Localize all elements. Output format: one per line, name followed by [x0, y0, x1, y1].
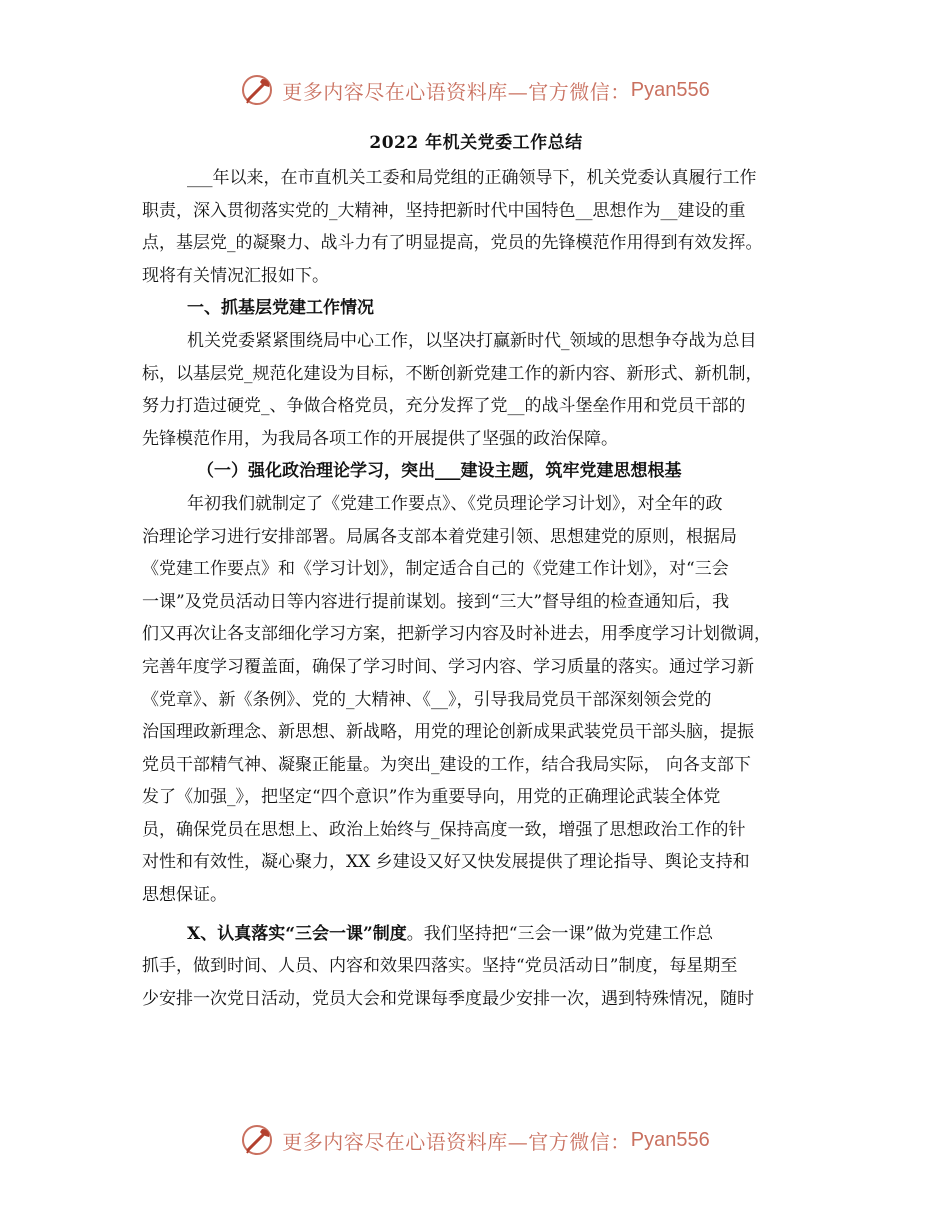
text-line: 员，确保党员在思想上、政治上始终与_保持高度一致，增强了思想政治工作的针: [142, 819, 746, 840]
text-line: 对性和有效性，凝心聚力，XX 乡建设又好又快发展提供了理论指导、舆论支持和: [142, 852, 750, 873]
text-line: 机关党委紧紧围绕局中心工作，以坚决打赢新时代_领域的思想争夺战为总目: [187, 330, 757, 351]
text-line: ___年以来，在市直机关工委和局党组的正确领导下，机关党委认真履行工作: [187, 168, 757, 188]
text-line: 思想保证。: [142, 885, 227, 906]
text-line: 《党章》、新《条例》、党的_大精神、《__》，引导我局党员干部深刻领会党的: [142, 689, 712, 710]
text-line: 现将有关情况汇报如下。: [142, 265, 329, 286]
text-line: 治理论学习进行安排部署。局属各支部本着党建引领、思想建党的原则，根据局: [142, 526, 737, 547]
text-line: 一课”及党员活动日等内容进行提前谋划。接到“三大”督导组的检查通知后，我: [142, 591, 730, 612]
watermark-banner-bottom: [0, 1120, 950, 1160]
document-title: 2022 年机关党委工作总结: [369, 133, 583, 153]
text-line: 努力打造过硬党_、争做合格党员，充分发挥了党__的战斗堡垒作用和党员干部的: [142, 396, 746, 417]
text-line: 年初我们就制定了《党建工作要点》、《党员理论学习计划》，对全年的政: [187, 493, 723, 514]
text-line: 标，以基层党_规范化建设为目标，不断创新党建工作的新内容、新形式、新机制，: [142, 363, 763, 384]
watermark-banner-top: [0, 70, 950, 110]
text-line: 点，基层党_的凝聚力、战斗力有了明显提高，党员的先锋模范作用得到有效发挥。: [142, 233, 763, 254]
watermark-id: Pyan556: [630, 1128, 710, 1151]
watermark-id: Pyan556: [630, 78, 710, 101]
item-heading: X、认真落实“三会一课”制度: [187, 923, 407, 944]
intro-paragraph: [142, 162, 810, 292]
section-heading: 一、抓基层党建工作情况: [187, 298, 374, 319]
quill-seal-icon: [240, 73, 274, 107]
subsection-paragraph: [142, 488, 810, 912]
text-line: 职责，深入贯彻落实党的_大精神，坚持把新时代中国特色__思想作为__建设的重: [142, 200, 746, 221]
section-paragraph: [142, 325, 810, 455]
text-line: 少安排一次党日活动，党员大会和党课每季度最少安排一次，遇到特殊情况，随时: [142, 988, 754, 1009]
text-line: 《党建工作要点》和《学习计划》，制定适合自己的《党建工作计划》，对“三会: [142, 559, 729, 580]
item-heading-rest: 。我们坚持把“三会一课”做为党建工作总: [406, 923, 714, 944]
text-line: 治国理政新理念、新思想、新战略，用党的理论创新成果武装党员干部头脑，提振: [142, 722, 754, 743]
document-body: [142, 128, 810, 1015]
watermark-text: 更多内容尽在心语资料库—官方微信：: [282, 79, 631, 104]
subsection-heading: （一）强化政治理论学习，突出___建设主题，筑牢党建思想根基: [197, 461, 682, 482]
watermark-text: 更多内容尽在心语资料库—官方微信：: [282, 1129, 631, 1154]
text-line: 党员干部精气神、凝聚正能量。为突出_建设的工作，结合我局实际， 向各支部下: [142, 754, 751, 775]
text-line: 完善年度学习覆盖面，确保了学习时间、学习内容、学习质量的落实。通过学习新: [142, 656, 754, 677]
item-paragraph: [142, 918, 810, 1016]
quill-seal-icon: [240, 1123, 274, 1157]
text-line: 抓手，做到时间、人员、内容和效果四落实。坚持“党员活动日”制度，每星期至: [142, 956, 738, 977]
text-line: 们又再次让各支部细化学习方案，把新学习内容及时补进去，用季度学习计划微调，: [142, 624, 771, 645]
text-line: [142, 918, 810, 951]
text-line: 发了《加强_》，把坚定“四个意识”作为重要导向，用党的正确理论武装全体党: [142, 787, 721, 808]
text-line: 先锋模范作用，为我局各项工作的开展提供了坚强的政治保障。: [142, 428, 618, 449]
